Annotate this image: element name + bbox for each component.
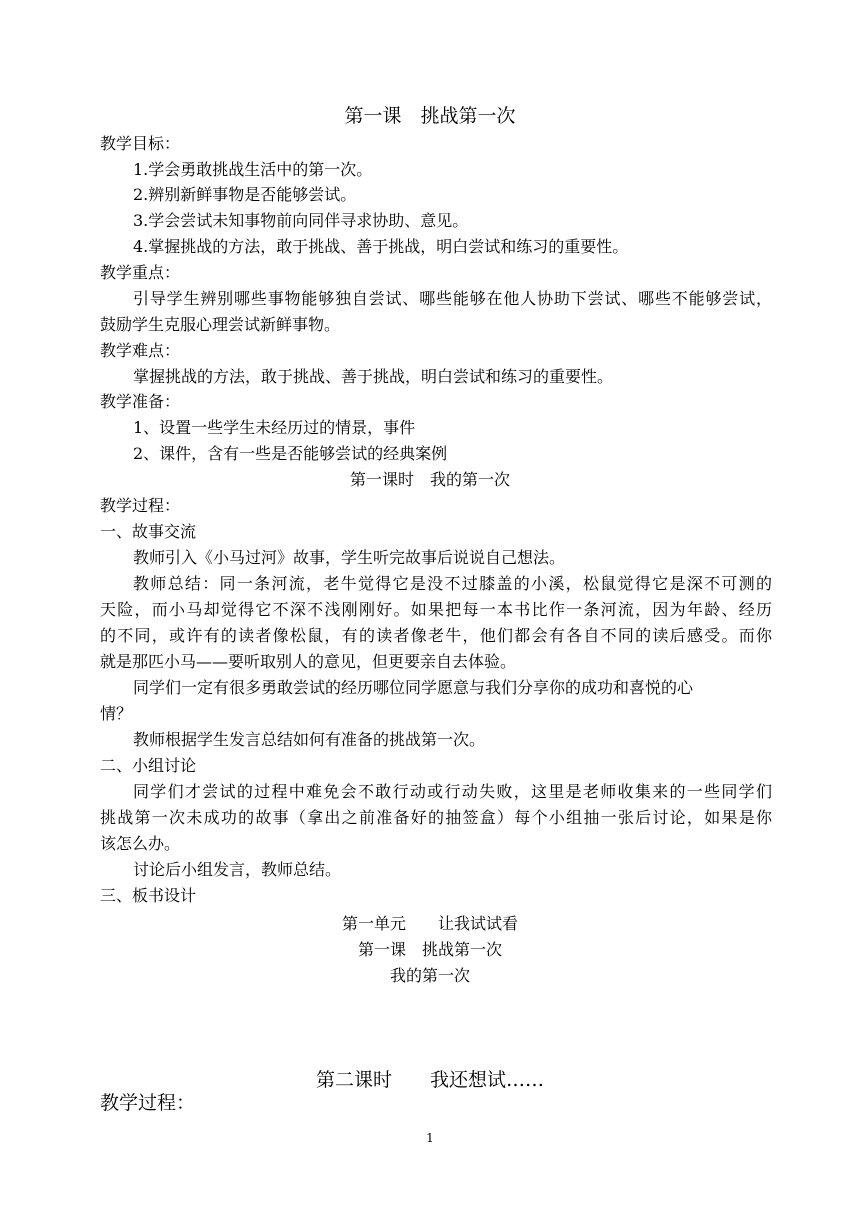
- key-points-line: 引导学生辨别哪些事物能够独自尝试、哪些能够在他人协助下尝试、哪些不能够尝试，: [133, 289, 772, 308]
- objective-item: 3.学会尝试未知事物前向同伴寻求协助、意见。: [133, 211, 469, 230]
- process-heading-2: 教学过程：: [100, 1092, 196, 1114]
- process-heading: 教学过程：: [100, 496, 181, 515]
- section1-paragraph: 教师引入《小马过河》故事，学生听完故事后说说自己想法。: [133, 548, 566, 567]
- section2-heading: 二、小组讨论: [100, 756, 197, 775]
- section2-paragraph-line: 同学们才尝试的过程中难免会不敢行动或行动失败，这里是老师收集来的一些同学们: [133, 782, 772, 801]
- key-points-heading: 教学重点：: [100, 263, 181, 282]
- section1-paragraph-line: 的不同，或许有的读者像松鼠，有的读者像老牛，他们都会有各自不同的读后感受。而你: [100, 626, 772, 645]
- preparation-heading: 教学准备：: [100, 392, 181, 411]
- section1-paragraph-line: 天险，而小马却觉得它不深不浅刚刚好。如果把每一本书比作一条河流，因为年龄、经历: [100, 600, 772, 619]
- objective-item: 4.掌握挑战的方法，敢于挑战、善于挑战，明白尝试和练习的重要性。: [133, 237, 629, 256]
- section2-paragraph: 讨论后小组发言，教师总结。: [133, 860, 342, 879]
- document-title: 第一课 挑战第一次: [344, 105, 516, 127]
- section1-paragraph-line: 教师总结：同一条河流，老牛觉得它是没不过膝盖的小溪，松鼠觉得它是深不可测的: [133, 574, 772, 593]
- section2-paragraph-line: 挑战第一次未成功的故事（拿出之前准备好的抽签盒）每个小组抽一张后讨论，如果是你: [100, 808, 772, 827]
- objectives-heading: 教学目标：: [100, 134, 181, 153]
- key-points-line: 鼓励学生克服心理尝试新鲜事物。: [100, 315, 341, 334]
- section1-paragraph: 教师根据学生发言总结如何有准备的挑战第一次。: [133, 730, 486, 749]
- objective-item: 1.学会勇敢挑战生活中的第一次。: [133, 160, 373, 179]
- difficulty-heading: 教学难点：: [100, 341, 181, 360]
- lesson1-title: 第一课时 我的第一次: [349, 470, 510, 489]
- page-number: 1: [426, 1131, 434, 1145]
- preparation-item: 1、设置一些学生未经历过的情景，事件: [133, 418, 416, 437]
- section1-heading: 一、故事交流: [100, 522, 197, 541]
- section3-heading: 三、板书设计: [100, 886, 197, 905]
- section1-paragraph-line: 就是那匹小马——要听取别人的意见，但更要亲自去体验。: [100, 652, 517, 671]
- objective-item: 2.辨别新鲜事物是否能够尝试。: [133, 185, 357, 204]
- difficulty-text: 掌握挑战的方法，敢于挑战、善于挑战，明白尝试和练习的重要性。: [133, 367, 614, 386]
- board-line: 第一单元 让我试试看: [341, 914, 518, 933]
- lesson2-title: 第二课时 我还想试……: [315, 1069, 544, 1091]
- board-line: 我的第一次: [389, 966, 470, 985]
- board-line: 第一课 挑战第一次: [357, 940, 502, 959]
- section2-paragraph-line: 该怎么办。: [100, 834, 181, 853]
- section1-paragraph-line: 情？: [100, 704, 133, 723]
- section1-paragraph-line: 同学们一定有很多勇敢尝试的经历哪位同学愿意与我们分享你的成功和喜悦的心: [133, 678, 694, 697]
- preparation-item: 2、课件，含有一些是否能够尝试的经典案例: [133, 444, 448, 463]
